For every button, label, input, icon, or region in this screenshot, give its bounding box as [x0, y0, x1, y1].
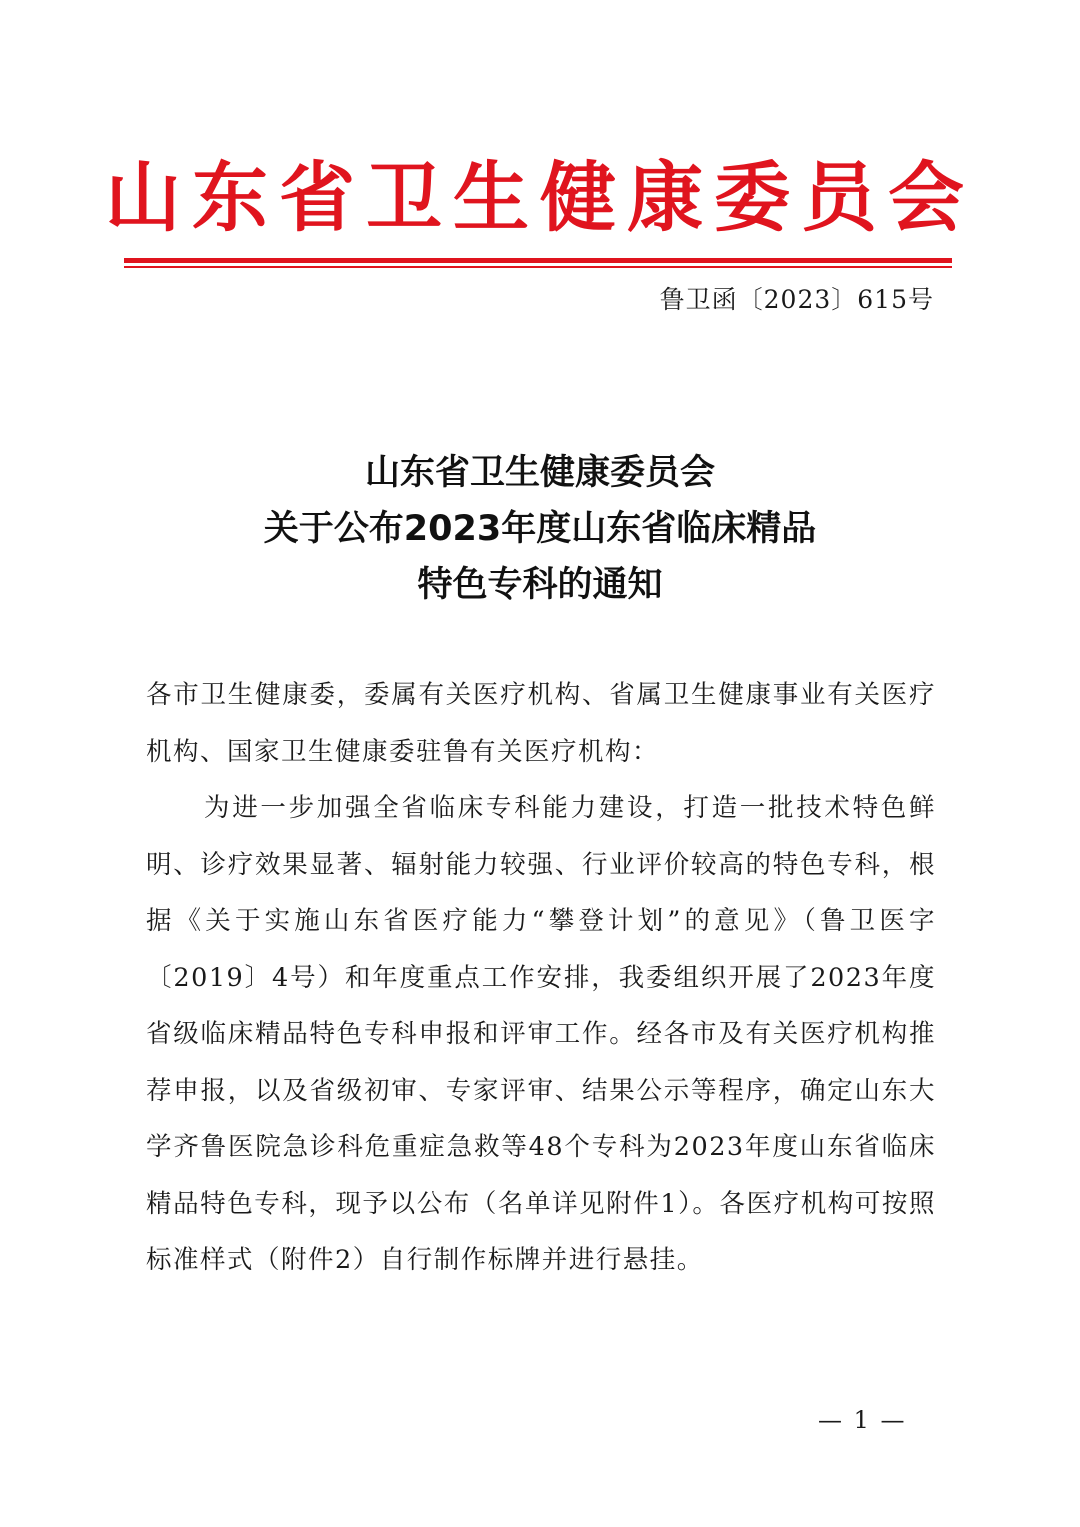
header-red-rule-thin: [124, 266, 952, 268]
title-line-3: 特色专科的通知: [417, 565, 663, 605]
salutation: 各市卫生健康委，委属有关医疗机构、省属卫生健康事业有关医疗机构、国家卫生健康委驻鲁有关医疗机构：: [146, 680, 936, 767]
org-header: 山东省卫生健康委员会: [105, 153, 975, 242]
document-title: [0, 445, 1080, 613]
page-number: — 1 —: [818, 1406, 907, 1434]
body-paragraph: 为进一步加强全省临床专科能力建设，打造一批技术特色鲜明、诊疗效果显著、辐射能力较强、行业评价较高的特色专科，根据《关于实施山东省医疗能力“攀登计划”的意见》（鲁卫医字〔2019〕4号）和年度重点工作安排，我委组织开展了2023年度省级临床精品特色专科申报和评审工作。经各市及有关医疗机构推荐申报，以及省级初审、专家评审、结果公示等程序，确定山东大学齐鲁医院急诊科危重症急救等48个专科为2023年度山东省临床精品特色专科，现予以公布（名单详见附件1）。各医疗机构可按照标准样式（附件2）自行制作标牌并进行悬挂。: [146, 793, 936, 1275]
document-number: 鲁卫函〔2023〕615号: [659, 285, 934, 314]
title-line-1: 山东省卫生健康委员会: [364, 453, 715, 493]
header-red-rule: [124, 258, 952, 263]
title-line-2: 关于公布2023年度山东省临床精品: [263, 509, 817, 549]
document-body: [146, 667, 936, 1289]
